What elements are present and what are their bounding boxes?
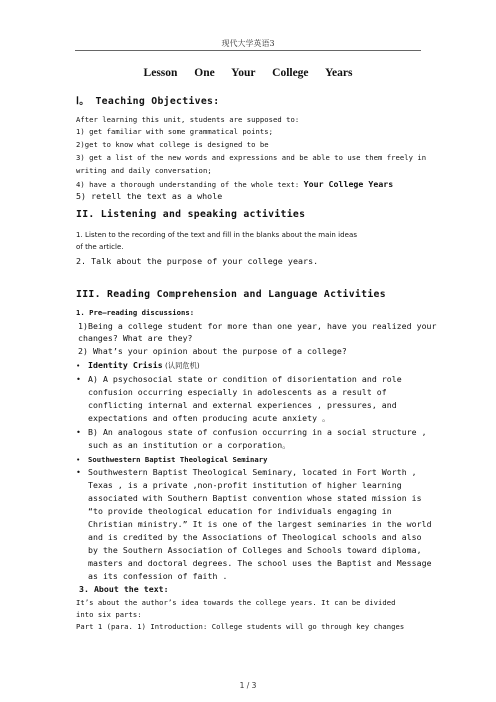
about-text-line-3: Part 1 (para. 1) Introduction: College students will go through key changes — [76, 622, 405, 631]
objective-5: 5) retell the text as a whole — [76, 191, 223, 201]
question-1: 1)Being a college student for more than one year, have you realized your — [78, 321, 437, 331]
seminary-line-9: as its confession of faith . — [88, 571, 228, 581]
objective-3: 3) get a list of the new words and expressions and be able to use them freely in — [76, 153, 427, 162]
page-number: 1 / 3 — [239, 681, 257, 690]
listening-item-1: 1. Listen to the recording of the text and fill in the blanks about the main ideas — [76, 231, 358, 239]
about-text-line-2: into six parts: — [76, 610, 142, 619]
question-2: 2) What’s your opinion about the purpose of a college? — [78, 346, 347, 356]
objective-3-cont: writing and daily conversation; — [76, 166, 212, 175]
seminary-line-8: masters and doctoral degrees. The school uses the Baptist and Message — [88, 558, 432, 568]
header-rule — [75, 50, 421, 51]
about-text-heading: 3. About the text: — [79, 584, 169, 594]
seminary-line-2: Texas , is a private ,non-profit institution of higher learning — [88, 480, 402, 490]
identity-crisis-label: Identity Crisis — [88, 360, 163, 370]
bullet-icon: • — [76, 361, 81, 370]
speaking-item-2: 2. Talk about the purpose of your college years. — [76, 256, 319, 266]
definition-b-line-2: such as an institution or a corporation。 — [88, 440, 291, 450]
objective-2: 2)get to know what college is designed to be — [76, 140, 269, 149]
definition-a-line-2: confusion occurring especially in adolescents as a result of — [88, 387, 387, 397]
pre-reading-heading: 1. Pre—reading discussions: — [76, 308, 195, 317]
definition-a-line-3: conflicting internal and external experiences , pressures, and — [88, 400, 397, 410]
identity-crisis-cn: (认同危机) — [162, 361, 200, 370]
question-1-cont: changes? What are they? — [78, 333, 193, 343]
seminary-line-4: “to provide theological education for individuals engaging in — [88, 506, 392, 516]
section-2-heading: II. Listening and speaking activities — [76, 209, 306, 220]
bullet-icon: • — [76, 455, 81, 464]
bullet-icon: • — [76, 467, 81, 477]
objective-4-title: Your College Years — [303, 179, 394, 189]
lesson-title: Lesson One Your College Years — [143, 67, 353, 79]
seminary-heading-text: Southwestern Baptist Theological Seminary — [88, 455, 268, 464]
listening-item-1-cont: of the article. — [76, 243, 124, 251]
running-header: 现代大学英语3 — [221, 39, 275, 48]
seminary-line-5: Christian ministry.” It is one of the largest seminaries in the world — [88, 519, 432, 529]
bullet-icon: • — [76, 374, 81, 384]
seminary-line-6: and is credited by the Associations of Theological schools and also — [88, 532, 422, 542]
objectives-intro: After learning this unit, students are supposed to: — [76, 115, 300, 124]
about-text-line-1: It’s about the author’s idea towards the college years. It can be divided — [76, 598, 396, 607]
section-3-heading: III. Reading Comprehension and Language Activities — [76, 289, 386, 300]
bullet-icon: • — [76, 427, 81, 437]
definition-b-line-1 — [76, 428, 427, 437]
definition-b-text: B) An analogous state of confusion occurring in a social structure , — [88, 427, 427, 437]
objective-1: 1) get familiar with some grammatical points; — [76, 127, 273, 136]
definition-a-text: A) A psychosocial state or condition of disorientation and role — [88, 374, 402, 384]
seminary-text: Southwestern Baptist Theological Seminary, located in Fort Worth , — [88, 467, 417, 477]
definition-a-line-1 — [76, 375, 402, 384]
objective-4-text: 4) have a thorough understanding of the whole text: — [76, 180, 304, 189]
seminary-line-7: by the Southern Association of Colleges and Schools toward diploma, — [88, 545, 422, 555]
seminary-heading — [76, 455, 267, 464]
seminary-line-3: associated with Southern Baptist convention whose stated mission is — [88, 493, 422, 503]
objective-4 — [76, 180, 393, 189]
section-1-heading: Ⅰ。 Teaching Objectives: — [76, 96, 220, 107]
identity-crisis-term — [76, 361, 200, 370]
seminary-line-1 — [76, 468, 417, 477]
definition-a-line-4: expectations and often producing acute anxiety 。 — [88, 413, 331, 423]
